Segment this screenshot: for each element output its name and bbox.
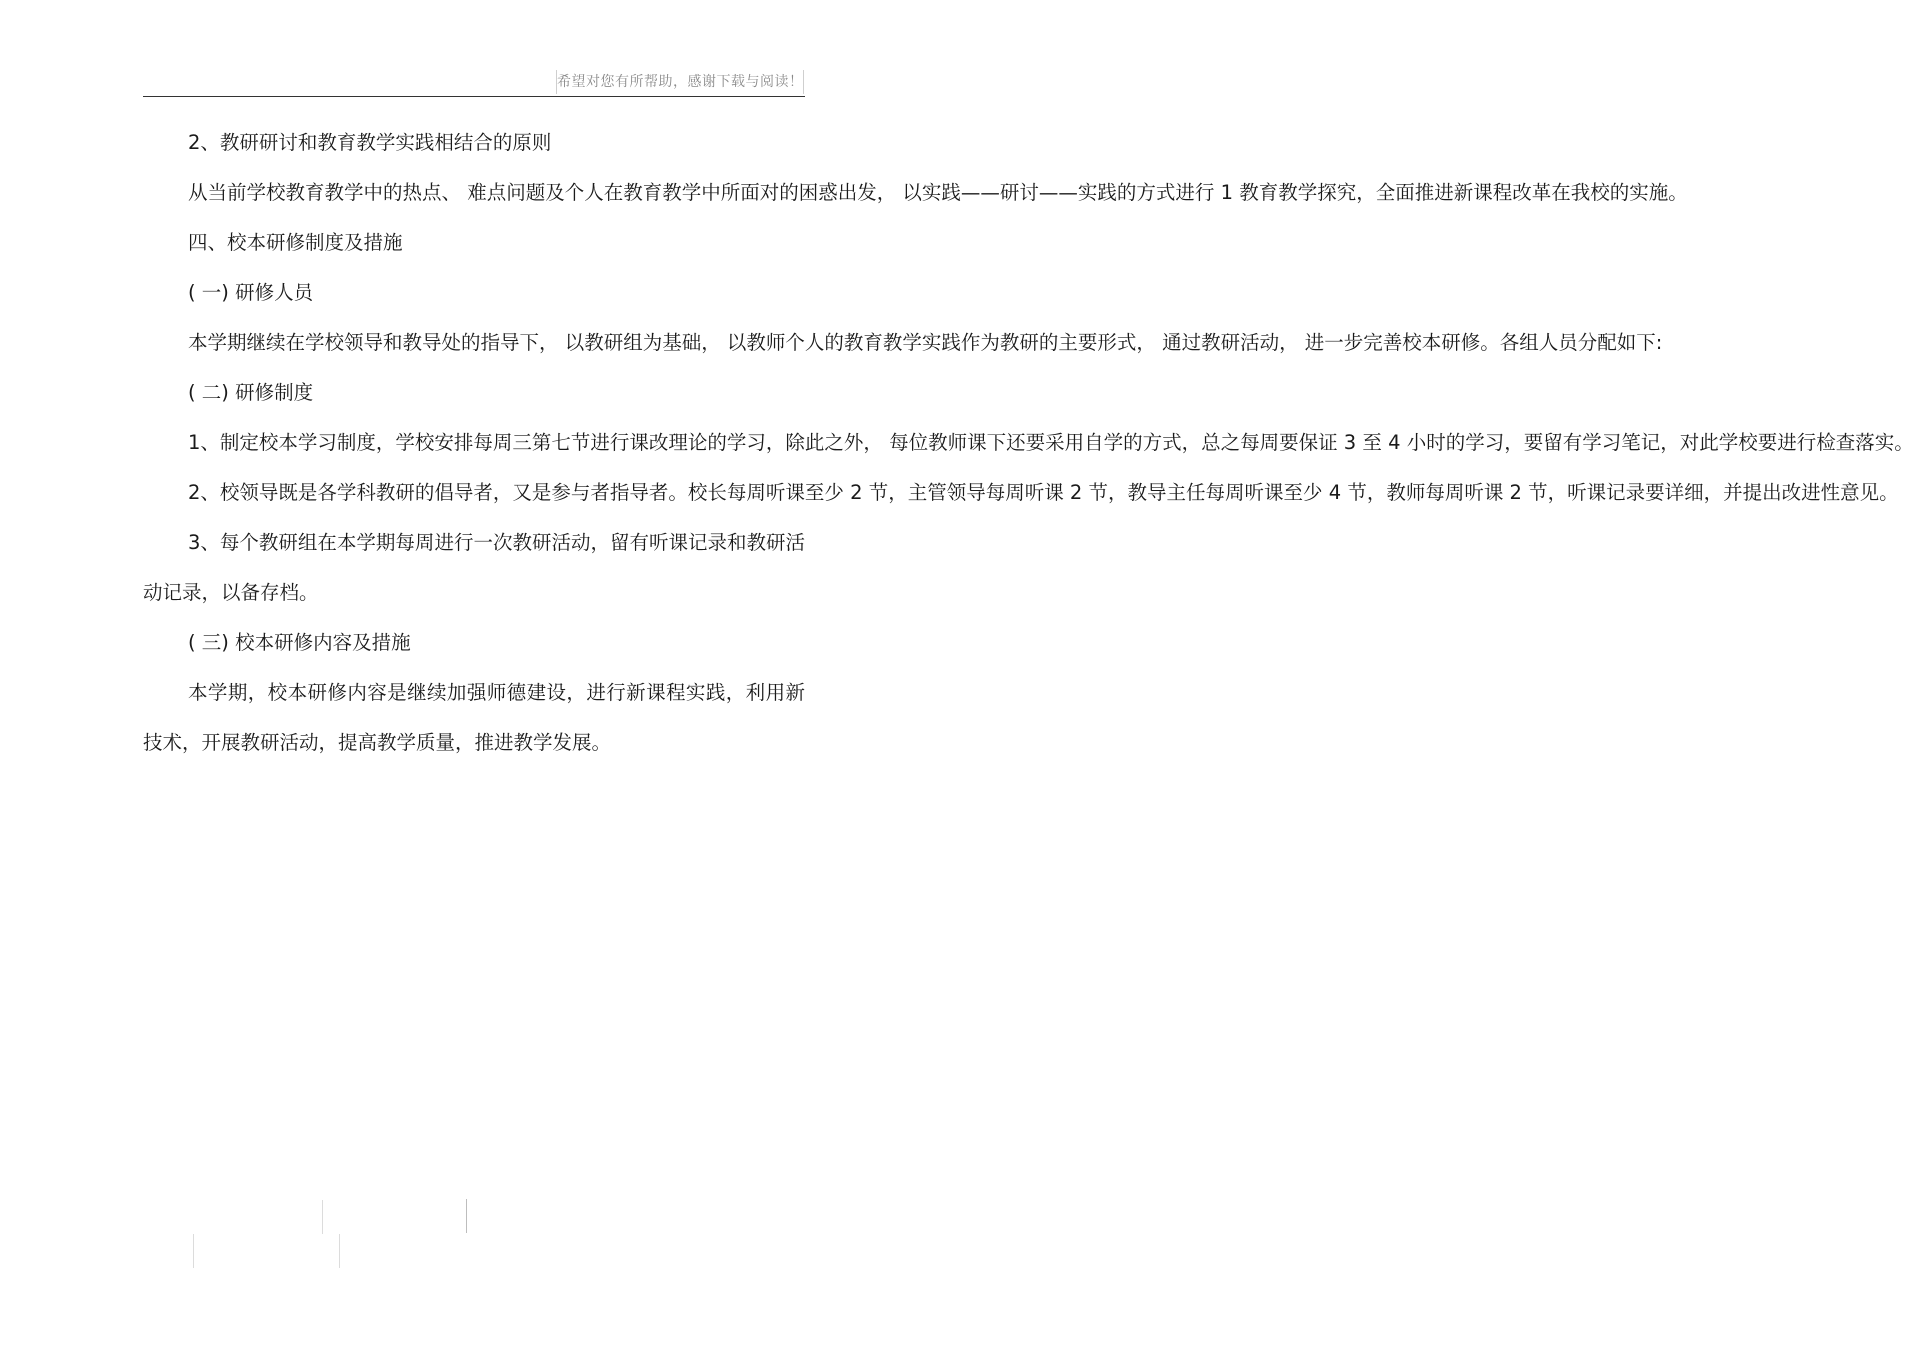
- document-body: [143, 118, 1914, 768]
- section-heading: 四、校本研修制度及措施: [188, 231, 403, 254]
- scan-mark: [322, 1200, 323, 1234]
- header-rule: [143, 96, 805, 97]
- scan-mark: [466, 1199, 467, 1233]
- system-item-1: 1、制定校本学习制度，学校安排每周三第七节进行课改理论的学习，除此之外， 每位教师课下还要采用自学的方式，总之每周要保证 3 至 4 小时的学习，要留有学习笔记，对此学校要进行检查落实。: [188, 431, 1914, 454]
- header-note: 希望对您有所帮助，感谢下载与阅读！: [556, 70, 804, 94]
- principle-heading: 2、教研研讨和教育教学实践相结合的原则: [188, 131, 552, 154]
- subsection-heading-personnel: ( 一) 研修人员: [188, 281, 314, 304]
- scan-mark: [193, 1234, 194, 1268]
- system-item-3: 3、每个教研组在本学期每周进行一次教研活动，留有听课记录和教研活动记录，以备存档。: [143, 531, 805, 604]
- scan-mark: [339, 1234, 340, 1268]
- subsection-heading-content: ( 三) 校本研修内容及措施: [188, 631, 411, 654]
- content-paragraph: 本学期，校本研修内容是继续加强师德建设，进行新课程实践，利用新技术，开展教研活动，提高教学质量，推进教学发展。: [143, 681, 805, 754]
- principle-paragraph: 从当前学校教育教学中的热点、 难点问题及个人在教育教学中所面对的困惑出发， 以实践——研讨——实践的方式进行 1 教育教学探究，全面推进新课程改革在我校的实施。: [188, 181, 1688, 204]
- personnel-paragraph: 本学期继续在学校领导和教导处的指导下， 以教研组为基础， 以教师个人的教育教学实践作为教研的主要形式， 通过教研活动， 进一步完善校本研修。各组人员分配如下:: [188, 331, 1663, 354]
- system-item-2: 2、校领导既是各学科教研的倡导者，又是参与者指导者。校长每周听课至少 2 节，主管领导每周听课 2 节，教导主任每周听课至少 4 节，教师每周听课 2 节，听课记录要详细，并提出改进性意见。: [188, 481, 1899, 504]
- subsection-heading-system: ( 二) 研修制度: [188, 381, 314, 404]
